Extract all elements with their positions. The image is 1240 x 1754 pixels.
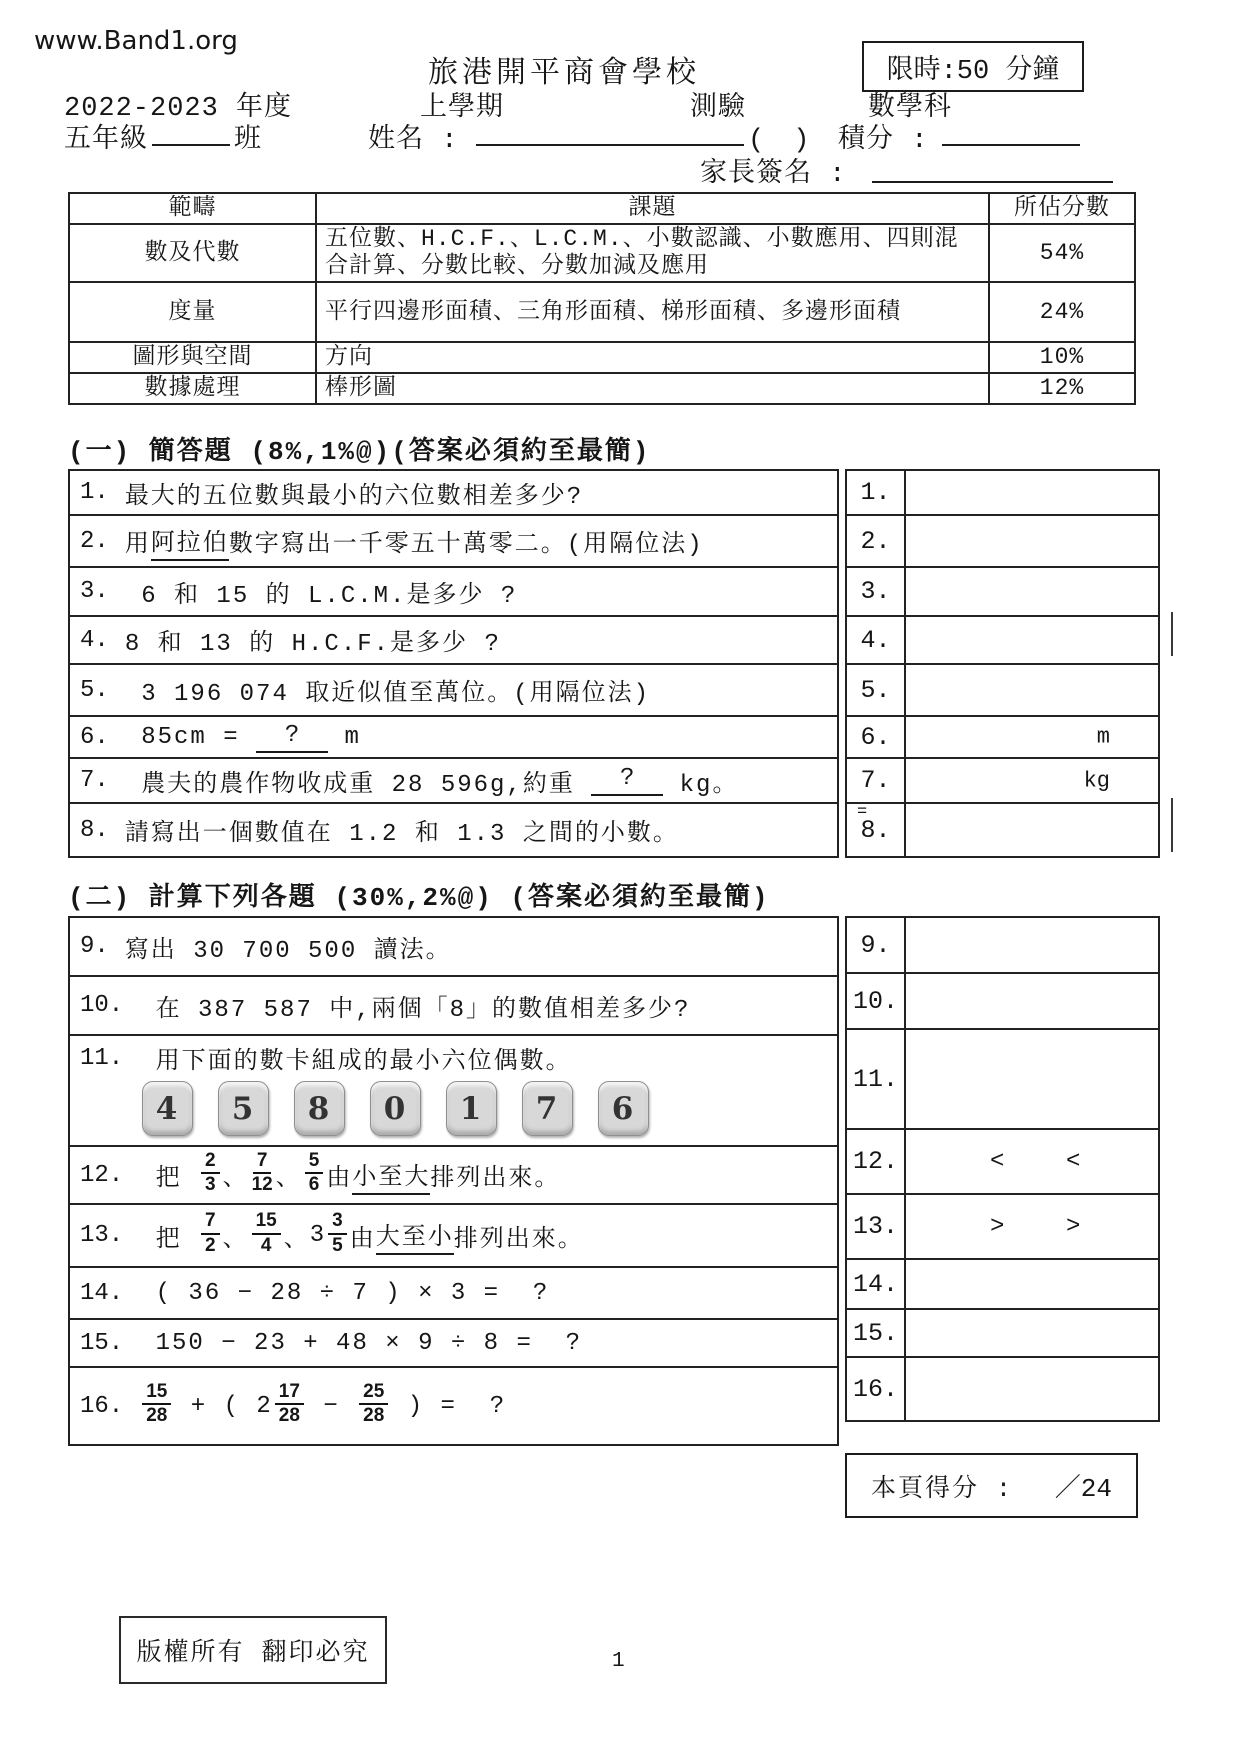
question-line bbox=[80, 1280, 549, 1307]
answer-number: 16. bbox=[847, 1358, 906, 1420]
answer-cell bbox=[906, 1358, 1158, 1420]
page-score-total: ／24 bbox=[1054, 1474, 1112, 1504]
fraction: $\frac{17}{28}$ bbox=[275, 1382, 304, 1426]
question-row bbox=[70, 665, 837, 717]
answer-number: 14. bbox=[847, 1260, 906, 1308]
underlined-phrase: 阿拉伯 bbox=[151, 522, 229, 561]
answer-number: 5. bbox=[847, 665, 906, 715]
answer-unit: kg bbox=[1083, 768, 1110, 793]
question-line bbox=[80, 722, 361, 753]
question-number: 6. bbox=[80, 723, 109, 751]
question-text: kg。 bbox=[663, 771, 739, 799]
question-number: 4. bbox=[80, 626, 109, 654]
question-text: 排列出來。 bbox=[430, 1166, 561, 1193]
mixed-number: 2 $\frac{17}{28}$ bbox=[256, 1384, 307, 1428]
syllabus-row bbox=[69, 342, 1135, 373]
question-row bbox=[70, 568, 837, 617]
answer-cell bbox=[906, 1130, 1158, 1193]
syllabus-row bbox=[69, 373, 1135, 404]
question-text: ( 36 − 28 ÷ 7 ) × 3 = ? bbox=[139, 1279, 550, 1307]
marks-blank-line bbox=[942, 144, 1080, 146]
comparison-sign: > bbox=[990, 1213, 1005, 1240]
time-limit-label: 限時:50 分鐘 bbox=[886, 56, 1060, 87]
question-text: 用下面的數卡組成的最小六位偶數。 bbox=[139, 1049, 572, 1076]
section2-question-table bbox=[68, 916, 839, 1446]
comparison-sign: < bbox=[1066, 1148, 1081, 1175]
question-text: 數字寫出一千零五十萬零二。(用隔位法) bbox=[228, 532, 704, 559]
page-score-label: 本頁得分 : bbox=[871, 1474, 1014, 1504]
question-line bbox=[80, 1040, 572, 1076]
copyright-box bbox=[119, 1616, 387, 1684]
number-card: 8 bbox=[294, 1081, 345, 1136]
answer-row bbox=[847, 1130, 1158, 1195]
question-line bbox=[80, 1330, 582, 1357]
answer-cell bbox=[906, 516, 1158, 566]
answer-blank: ? bbox=[256, 722, 328, 753]
answer-row bbox=[847, 568, 1158, 617]
parent-signature-line bbox=[872, 181, 1113, 183]
class-label: 班 bbox=[234, 126, 262, 156]
class-blank-line bbox=[152, 144, 230, 146]
question-line bbox=[80, 929, 452, 965]
question-text: 8 和 13 的 H.C.F.是多少 ? bbox=[124, 631, 501, 658]
question-line bbox=[80, 763, 738, 799]
question-line bbox=[80, 475, 583, 511]
syllabus-weight: 24% bbox=[989, 282, 1135, 342]
question-row bbox=[70, 1268, 837, 1320]
question-number: 15. bbox=[80, 1329, 124, 1357]
section1-heading: (一) 簡答題 (8%,1%@)(答案必須約至最簡) bbox=[68, 437, 651, 467]
question-text: 85cm = bbox=[124, 723, 257, 751]
section2-heading: (二) 計算下列各題 (30%,2%@) (答案必須約至最簡) bbox=[68, 883, 770, 913]
question-text: 在 387 587 中,兩個「8」的數值相差多少? bbox=[139, 996, 691, 1024]
answer-row bbox=[847, 1195, 1158, 1260]
question-text: 6 和 15 的 L.C.M.是多少 ? bbox=[124, 582, 518, 610]
scan-mark: = bbox=[857, 803, 868, 822]
question-text: + ( bbox=[174, 1392, 257, 1420]
question-line bbox=[80, 672, 650, 708]
fraction: $\frac{25}{28}$ bbox=[359, 1382, 388, 1426]
fraction: $\frac{2}{3}$ bbox=[201, 1151, 220, 1195]
question-number: 2. bbox=[80, 527, 109, 555]
answer-row bbox=[847, 717, 1158, 759]
question-number: 7. bbox=[80, 767, 109, 794]
answer-row bbox=[847, 1030, 1158, 1130]
subject-name: 數學科 bbox=[868, 94, 952, 124]
question-row bbox=[70, 1205, 837, 1268]
question-number: 5. bbox=[80, 676, 109, 704]
number-card: 0 bbox=[370, 1081, 421, 1136]
question-line bbox=[80, 574, 517, 610]
syllabus-table bbox=[68, 192, 1136, 405]
fraction: $\frac{7}{12}$ bbox=[251, 1149, 273, 1195]
question-row bbox=[70, 1147, 837, 1205]
answer-row bbox=[847, 804, 1158, 856]
section1-answer-table bbox=[845, 469, 1160, 858]
number-card: 6 bbox=[598, 1081, 649, 1136]
term-label: 上學期 bbox=[420, 94, 504, 124]
answer-cell bbox=[906, 471, 1158, 514]
answer-number: 13. bbox=[847, 1195, 906, 1258]
answer-number: 3. bbox=[847, 568, 906, 615]
question-text: 最大的五位數與最小的六位數相差多少? bbox=[124, 483, 584, 511]
answer-number: 6. bbox=[847, 717, 906, 757]
marks-label: 積分 : bbox=[838, 126, 929, 156]
question-row bbox=[70, 1368, 837, 1444]
number-cards bbox=[142, 1081, 649, 1136]
question-text: 、 bbox=[283, 1226, 310, 1254]
syllabus-topics: 方向 bbox=[316, 342, 989, 373]
question-number: 11. bbox=[80, 1044, 124, 1072]
mixed-number: 3 $\frac{3}{5}$ bbox=[310, 1213, 350, 1257]
question-number: 12. bbox=[80, 1161, 124, 1189]
question-line bbox=[80, 1149, 561, 1197]
answer-row bbox=[847, 759, 1158, 804]
question-row bbox=[70, 1320, 837, 1368]
question-number: 9. bbox=[80, 933, 109, 960]
question-row bbox=[70, 471, 837, 516]
name-label: 姓名 : bbox=[368, 126, 459, 156]
answer-number: 11. bbox=[847, 1030, 906, 1128]
question-row bbox=[70, 759, 837, 804]
syllabus-topics: 棒形圖 bbox=[316, 373, 989, 404]
question-text: 把 bbox=[139, 1226, 199, 1254]
answer-number: 7. bbox=[847, 759, 906, 802]
question-row bbox=[70, 804, 837, 856]
answer-row bbox=[847, 974, 1158, 1030]
answer-cell bbox=[906, 918, 1158, 972]
answer-cell bbox=[906, 1260, 1158, 1308]
question-text: − bbox=[306, 1392, 357, 1420]
underlined-phrase: 大至小 bbox=[376, 1216, 454, 1255]
fraction: $\frac{3}{5}$ bbox=[328, 1211, 347, 1255]
comparison-sign: < bbox=[990, 1148, 1005, 1175]
question-line bbox=[80, 988, 690, 1024]
question-text: 請寫出一個數值在 1.2 和 1.3 之間的小數。 bbox=[124, 821, 679, 848]
syllabus-row bbox=[69, 224, 1135, 282]
answer-cell bbox=[906, 717, 1158, 757]
number-card: 5 bbox=[218, 1081, 269, 1136]
number-card: 7 bbox=[522, 1081, 573, 1136]
section2-answer-table bbox=[845, 916, 1160, 1422]
syllabus-weight: 12% bbox=[989, 373, 1135, 404]
answer-row bbox=[847, 617, 1158, 665]
question-text: 由 bbox=[349, 1226, 376, 1254]
syllabus-category: 度量 bbox=[69, 282, 316, 342]
underlined-phrase: 小至大 bbox=[352, 1156, 430, 1195]
question-text: 農夫的農作物收成重 28 596g,約重 bbox=[124, 771, 592, 799]
answer-number: 12. bbox=[847, 1130, 906, 1193]
answer-number: 9. bbox=[847, 918, 906, 972]
answer-row bbox=[847, 1260, 1158, 1310]
question-text: 把 bbox=[139, 1166, 199, 1193]
site-watermark: www.Band1.org bbox=[34, 26, 238, 56]
comparison-sign: > bbox=[1066, 1213, 1081, 1240]
answer-row bbox=[847, 665, 1158, 717]
answer-row bbox=[847, 1310, 1158, 1358]
question-row bbox=[70, 717, 837, 759]
fraction: $\frac{5}{6}$ bbox=[305, 1151, 324, 1195]
parent-signature-label: 家長簽名 : bbox=[700, 160, 847, 190]
question-line bbox=[80, 622, 501, 658]
syllabus-row bbox=[69, 282, 1135, 342]
answer-number: 2. bbox=[847, 516, 906, 566]
answer-number: = 8. bbox=[847, 804, 906, 856]
answer-unit: m bbox=[1096, 724, 1110, 750]
answer-cell bbox=[906, 759, 1158, 802]
question-number: 16. bbox=[80, 1392, 124, 1420]
fraction: $\frac{7}{2}$ bbox=[201, 1211, 220, 1255]
question-row bbox=[70, 1036, 837, 1147]
syllabus-topics: 平行四邊形面積、三角形面積、梯形面積、多邊形面積 bbox=[316, 282, 989, 342]
question-text: 、 bbox=[275, 1166, 302, 1193]
scan-mark bbox=[1171, 798, 1173, 852]
question-text: 寫出 30 700 500 讀法。 bbox=[124, 937, 452, 965]
exam-type: 測驗 bbox=[690, 94, 746, 124]
grade-label: 五年級 bbox=[64, 126, 148, 156]
syllabus-header-cell: 課題 bbox=[316, 193, 989, 224]
question-row bbox=[70, 918, 837, 977]
answer-row bbox=[847, 918, 1158, 974]
answer-number: 15. bbox=[847, 1310, 906, 1356]
answer-blank: ? bbox=[591, 765, 663, 796]
question-text: 、 bbox=[222, 1226, 249, 1254]
answer-row bbox=[847, 516, 1158, 568]
syllabus-topics: 五位數、H.C.F.、L.C.M.、小數認識、小數應用、四則混合計算、分數比較、分數加減及應用 bbox=[316, 224, 989, 282]
answer-cell bbox=[906, 568, 1158, 615]
syllabus-weight: 54% bbox=[989, 224, 1135, 282]
question-row bbox=[70, 617, 837, 665]
syllabus-category: 圖形與空間 bbox=[69, 342, 316, 373]
question-text: 、 bbox=[222, 1166, 249, 1193]
answer-number: 1. bbox=[847, 471, 906, 514]
question-row bbox=[70, 516, 837, 568]
syllabus-header-cell: 所佔分數 bbox=[989, 193, 1135, 224]
syllabus-category: 數及代數 bbox=[69, 224, 316, 282]
question-line bbox=[80, 1380, 507, 1428]
class-number-parens: ( ) bbox=[748, 126, 811, 156]
answer-cell bbox=[906, 804, 1158, 856]
syllabus-header-row bbox=[69, 193, 1135, 224]
fraction: $\frac{15}{4}$ bbox=[252, 1211, 281, 1255]
number-card: 4 bbox=[142, 1081, 193, 1136]
answer-cell bbox=[906, 617, 1158, 663]
syllabus-category: 數據處理 bbox=[69, 373, 316, 404]
answer-cell bbox=[906, 1310, 1158, 1356]
syllabus-weight: 10% bbox=[989, 342, 1135, 373]
question-text: 由 bbox=[326, 1166, 353, 1193]
answer-row bbox=[847, 1358, 1158, 1420]
page-score-box bbox=[845, 1453, 1138, 1518]
question-line bbox=[80, 1210, 584, 1257]
answer-row bbox=[847, 471, 1158, 516]
question-text: ) = ? bbox=[391, 1392, 507, 1420]
number-card: 1 bbox=[446, 1081, 497, 1136]
question-number: 1. bbox=[80, 479, 109, 506]
copyright-text: 版權所有 翻印必究 bbox=[136, 1639, 370, 1668]
question-number: 14. bbox=[80, 1279, 124, 1307]
question-text: 150 − 23 + 48 × 9 ÷ 8 = ? bbox=[139, 1329, 583, 1357]
question-number: 10. bbox=[80, 992, 124, 1019]
question-text: 3 196 074 取近似值至萬位。(用隔位法) bbox=[124, 681, 651, 708]
answer-cell bbox=[906, 1030, 1158, 1128]
answer-cell bbox=[906, 1195, 1158, 1258]
question-number: 8. bbox=[80, 816, 109, 844]
name-blank-line bbox=[476, 144, 744, 146]
question-text: m bbox=[328, 723, 361, 751]
question-number: 3. bbox=[80, 578, 109, 605]
scan-mark bbox=[1171, 612, 1173, 656]
answer-number: 10. bbox=[847, 974, 906, 1028]
school-year: 2022-2023 年度 bbox=[64, 94, 293, 124]
question-line bbox=[80, 522, 704, 561]
syllabus-header-cell: 範疇 bbox=[69, 193, 316, 224]
fraction: $\frac{15}{28}$ bbox=[142, 1382, 171, 1426]
answer-cell bbox=[906, 974, 1158, 1028]
question-row bbox=[70, 977, 837, 1036]
question-line bbox=[80, 812, 679, 848]
question-text: 用 bbox=[124, 532, 151, 559]
question-number: 13. bbox=[80, 1222, 124, 1249]
section1-question-table bbox=[68, 469, 839, 858]
answer-number: 4. bbox=[847, 617, 906, 663]
question-text: 排列出來。 bbox=[453, 1226, 584, 1254]
page-number: 1 bbox=[612, 1650, 625, 1673]
school-name: 旅港開平商會學校 bbox=[428, 58, 700, 92]
answer-cell bbox=[906, 665, 1158, 715]
